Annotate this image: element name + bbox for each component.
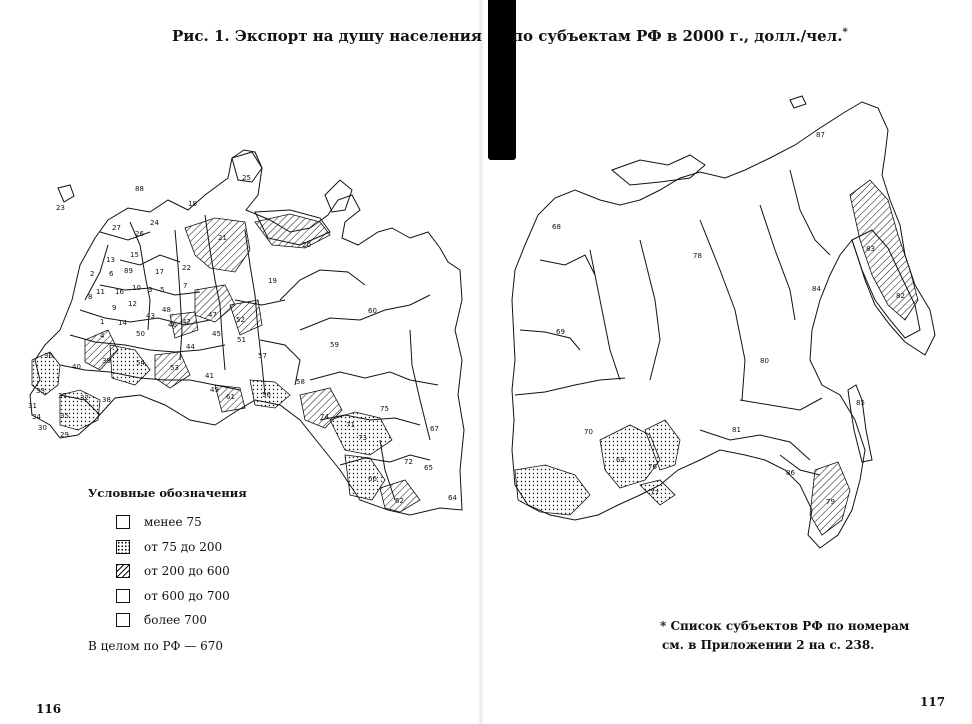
region-label-46: 46 [168, 321, 177, 329]
sakhalin [848, 385, 872, 462]
region-label-13: 13 [106, 256, 115, 264]
region-hatched-21 [185, 218, 250, 272]
region-label-69: 69 [556, 328, 565, 336]
legend-item [88, 584, 308, 609]
boundaries-east [515, 170, 830, 475]
region-label-74: 74 [320, 413, 329, 421]
legend-item [88, 559, 308, 584]
region-label-16: 16 [115, 288, 124, 296]
legend-swatch-hatch [116, 564, 130, 578]
region-label-21: 21 [218, 234, 227, 242]
kaliningrad [58, 185, 74, 202]
region-label-9: 9 [112, 304, 117, 312]
region-label-23: 23 [56, 204, 65, 212]
region-label-8: 8 [88, 293, 93, 301]
region-label-25: 25 [242, 174, 251, 182]
legend-label: более 700 [144, 613, 207, 628]
region-label-37: 37 [58, 392, 67, 400]
region-label-67: 67 [430, 425, 439, 433]
region-label-19: 19 [268, 277, 277, 285]
region-label-20: 20 [302, 241, 311, 249]
region-label-58: 58 [296, 378, 305, 386]
region-label-71: 71 [346, 421, 355, 429]
region-label-42: 42 [182, 318, 191, 326]
region-label-62: 62 [395, 497, 404, 505]
map-legend [88, 486, 308, 653]
region-label-32: 32 [80, 394, 89, 402]
region-label-3: 3 [148, 286, 153, 294]
legend-swatch-blank [116, 589, 130, 603]
region-label-31: 31 [28, 402, 37, 410]
legend-total: В целом по РФ — 670 [88, 638, 224, 653]
region-hatched-62 [380, 480, 420, 512]
region-label-54: 54 [136, 359, 145, 367]
region-label-41: 41 [205, 372, 214, 380]
region-label-50: 50 [136, 330, 145, 338]
region-label-51: 51 [237, 336, 246, 344]
page-number-right: 117 [920, 695, 946, 709]
region-hatched-20 [255, 214, 330, 248]
region-label-83: 83 [866, 245, 875, 253]
region-label-88: 88 [135, 185, 144, 193]
region-label-52: 52 [236, 316, 245, 324]
region-label-70: 70 [584, 428, 593, 436]
region-label-26: 26 [135, 230, 144, 238]
region-label-78: 78 [693, 252, 702, 260]
region-label-18: 18 [188, 200, 197, 208]
region-label-63: 63 [616, 456, 625, 464]
region-label-10: 10 [132, 284, 141, 292]
region-label-47: 47 [208, 311, 217, 319]
legend-swatch-dots [116, 540, 130, 554]
wrangel-island [790, 96, 806, 108]
region-label-72: 72 [404, 458, 413, 466]
region-label-89: 89 [124, 267, 133, 275]
legend-label: от 600 до 700 [144, 588, 230, 603]
legend-label: от 75 до 200 [144, 539, 223, 554]
region-label-84: 84 [812, 285, 821, 293]
region-label-44: 44 [186, 343, 195, 351]
region-label-15: 15 [130, 251, 139, 259]
region-label-87: 87 [816, 131, 825, 139]
region-label-6: 6 [109, 270, 114, 278]
legend-label: менее 75 [144, 515, 202, 530]
footnote [660, 617, 909, 655]
legend-label: от 200 до 600 [144, 564, 230, 579]
region-label-57: 57 [258, 352, 267, 360]
region-label-64: 64 [448, 494, 457, 502]
region-label-75: 75 [380, 405, 389, 413]
region-hatched-83-82 [850, 180, 918, 320]
legend-item [88, 535, 308, 560]
region-label-27: 27 [112, 224, 121, 232]
region-label-66: 66 [368, 475, 377, 483]
region-label-7: 7 [183, 282, 188, 290]
region-label-56: 56 [262, 391, 271, 399]
region-label-2: 2 [90, 270, 95, 278]
region-label-35: 35 [60, 412, 69, 420]
region-label-48: 48 [162, 306, 171, 314]
legend-swatch-blank [116, 613, 130, 627]
figure-title-footnote-mark: * [842, 27, 848, 38]
region-label-49: 49 [210, 386, 219, 394]
region-label-81: 81 [732, 426, 741, 434]
region-label-14: 14 [118, 319, 127, 327]
region-label-73: 73 [358, 434, 367, 442]
region-label-82: 82 [896, 292, 905, 300]
region-label-22: 22 [182, 264, 191, 272]
footnote-line-2: см. в Приложении 2 на с. 238. [662, 638, 875, 652]
region-label-38: 38 [102, 396, 111, 404]
region-label-60: 60 [368, 307, 377, 315]
region-label-45: 45 [212, 330, 221, 338]
region-label-61: 61 [226, 393, 235, 401]
region-label-40: 40 [72, 363, 81, 371]
region-label-76: 76 [648, 463, 657, 471]
region-label-11: 11 [96, 288, 105, 296]
region-label-53: 53 [170, 364, 179, 372]
region-label-1: 1 [100, 318, 105, 326]
region-label-34: 34 [32, 413, 41, 421]
page-number-left: 116 [36, 702, 62, 716]
region-label-80: 80 [760, 357, 769, 365]
region-label-4: 4 [100, 332, 105, 340]
region-label-5: 5 [160, 286, 165, 294]
region-label-30: 30 [38, 424, 47, 432]
region-label-43: 43 [146, 312, 155, 320]
region-label-24: 24 [150, 219, 159, 227]
region-label-39: 39 [102, 357, 111, 365]
region-label-29: 29 [60, 431, 69, 439]
region-label-85: 85 [856, 399, 865, 407]
region-label-86: 86 [786, 469, 795, 477]
footnote-line-1: * Список субъектов РФ по номерам [660, 619, 910, 633]
region-label-33: 33 [36, 387, 45, 395]
taimyr [612, 155, 705, 185]
map-outline-west [30, 152, 464, 515]
legend-item [88, 608, 308, 633]
region-label-77: 77 [650, 489, 659, 497]
region-label-12: 12 [128, 300, 137, 308]
region-dotted-70-south [515, 465, 590, 515]
region-label-68: 68 [552, 223, 561, 231]
figure-title-right-text: по субъектам РФ в 2000 г., долл./чел. [512, 27, 843, 45]
region-label-59: 59 [330, 341, 339, 349]
legend-swatch-blank [116, 515, 130, 529]
region-label-79: 79 [826, 498, 835, 506]
legend-item [88, 510, 308, 535]
region-label-65: 65 [424, 464, 433, 472]
region-hatched-52 [230, 300, 262, 335]
region-label-36: 36 [44, 352, 53, 360]
legend-title: Условные обозначения [88, 486, 247, 500]
region-label-17: 17 [155, 268, 164, 276]
figure-title-left: Рис. 1. Экспорт на душу населения [172, 27, 482, 45]
region-dotted-66 [345, 455, 385, 500]
